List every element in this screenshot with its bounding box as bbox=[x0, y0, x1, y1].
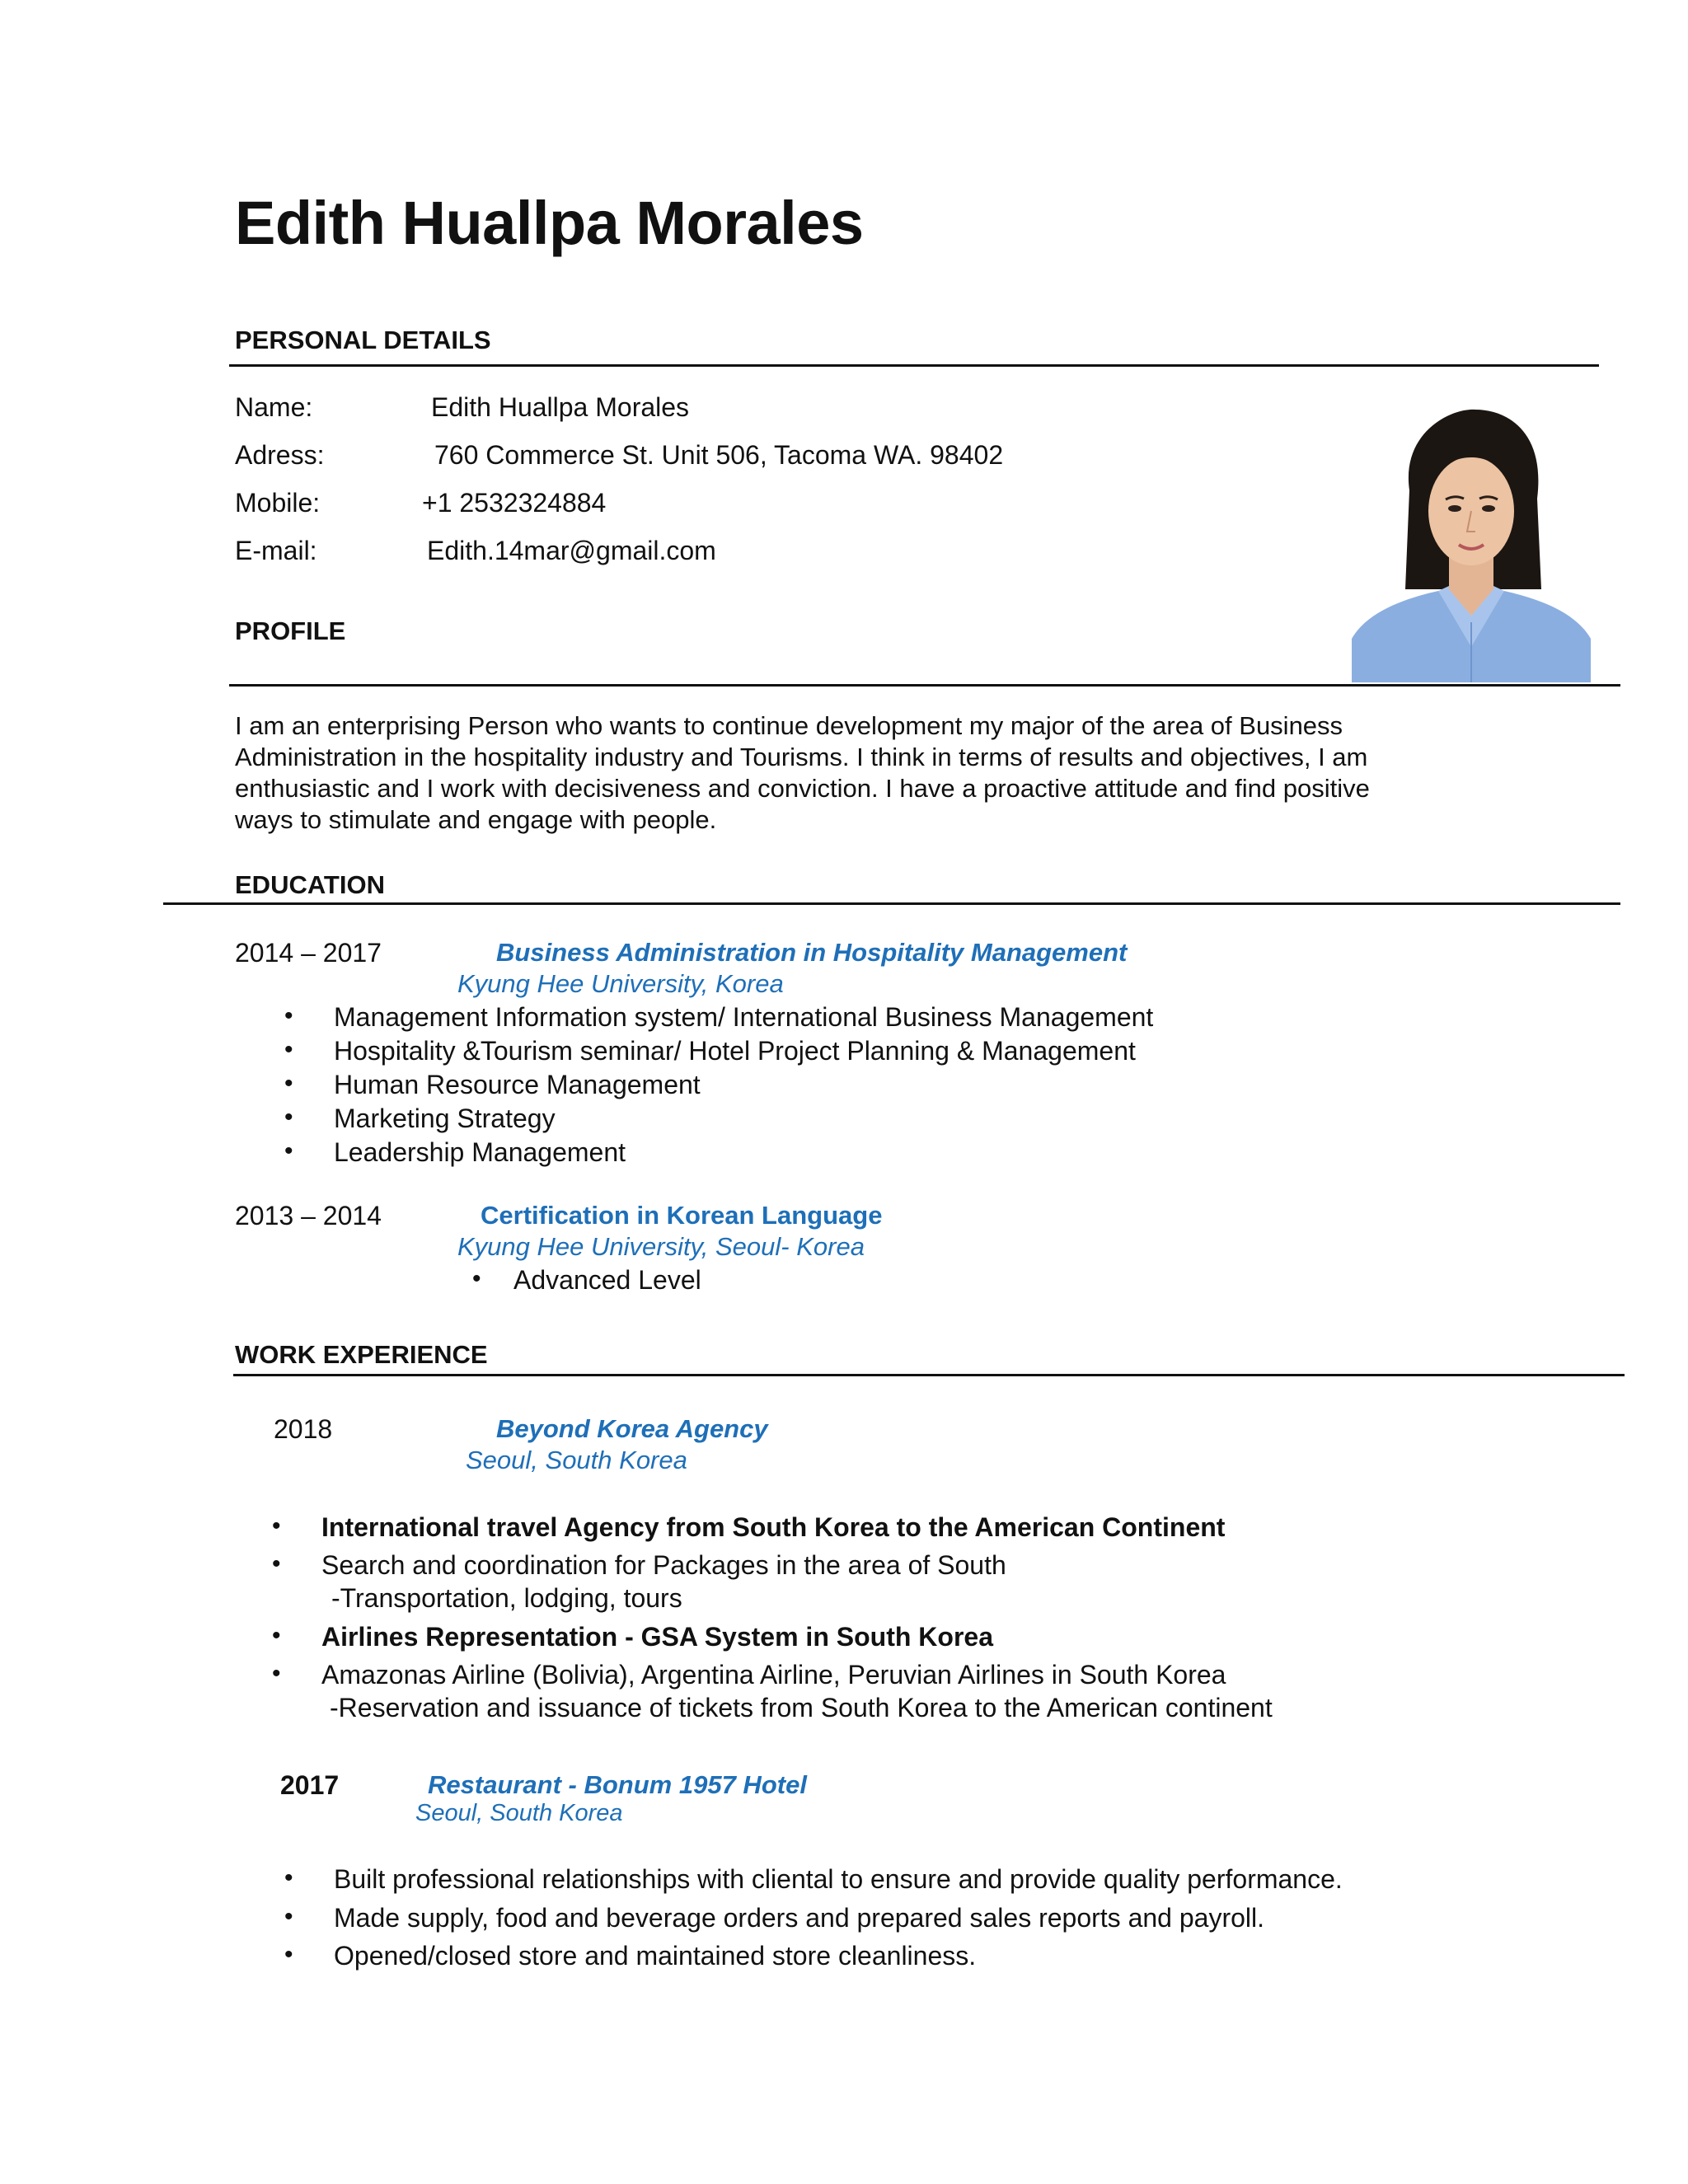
list-item: • Hospitality &Tourism seminar/ Hotel Project Planning & Management bbox=[284, 1036, 1136, 1066]
personal-value-address: 760 Commerce St. Unit 506, Tacoma WA. 98402 bbox=[434, 440, 1004, 470]
list-item: • Search and coordination for Packages in the area of South bbox=[272, 1550, 1006, 1580]
profile-photo bbox=[1352, 400, 1591, 682]
section-divider bbox=[229, 684, 1620, 687]
profile-line: enthusiastic and I work with decisiveness and conviction. I have a proactive attitude and find positive bbox=[235, 774, 1370, 803]
list-item: • Leadership Management bbox=[284, 1137, 626, 1167]
list-item: • Amazonas Airline (Bolivia), Argentina Airline, Peruvian Airlines in South Korea bbox=[272, 1660, 1226, 1690]
list-item: • International travel Agency from South Korea to the American Continent bbox=[272, 1512, 1226, 1542]
personal-value-name: Edith Huallpa Morales bbox=[431, 392, 690, 422]
work-duties-list bbox=[284, 1864, 1343, 1979]
education-course-list bbox=[284, 1002, 1153, 1171]
list-item: -Reservation and issuance of tickets from South Korea to the American continent bbox=[330, 1693, 1273, 1722]
section-title-profile: PROFILE bbox=[235, 616, 346, 645]
profile-line: Administration in the hospitality industry and Tourisms. I think in terms of results and objectives, I am bbox=[235, 743, 1368, 771]
work-company: Restaurant - Bonum 1957 Hotel bbox=[428, 1770, 807, 1799]
section-divider bbox=[163, 902, 1620, 905]
profile-line: ways to stimulate and engage with people. bbox=[235, 805, 717, 834]
list-item: • Marketing Strategy bbox=[284, 1104, 556, 1133]
list-item: -Transportation, lodging, tours bbox=[331, 1583, 682, 1613]
list-item: • Built professional relationships with cliental to ensure and provide quality performance. bbox=[284, 1864, 1343, 1894]
personal-label-email: E-mail: bbox=[235, 536, 317, 565]
education-course-list bbox=[472, 1265, 701, 1299]
list-item: • Opened/closed store and maintained store cleanliness. bbox=[284, 1941, 977, 1971]
work-company: Beyond Korea Agency bbox=[496, 1414, 768, 1443]
work-location: Seoul, South Korea bbox=[466, 1446, 687, 1474]
personal-label-address: Adress: bbox=[235, 440, 325, 470]
education-degree: Certification in Korean Language bbox=[481, 1201, 883, 1230]
education-school: Kyung Hee University, Korea bbox=[457, 969, 784, 998]
education-dates: 2014 – 2017 bbox=[235, 938, 382, 968]
list-item: • Made supply, food and beverage orders and prepared sales reports and payroll. bbox=[284, 1903, 1264, 1933]
education-school: Kyung Hee University, Seoul- Korea bbox=[457, 1232, 865, 1261]
personal-label-mobile: Mobile: bbox=[235, 488, 321, 518]
education-dates: 2013 – 2014 bbox=[235, 1201, 382, 1230]
section-divider bbox=[233, 1374, 1625, 1376]
section-title-personal-details: PERSONAL DETAILS bbox=[235, 326, 491, 354]
work-duties-list bbox=[272, 1512, 1273, 1726]
section-title-work-experience: WORK EXPERIENCE bbox=[235, 1340, 488, 1369]
personal-label-name: Name: bbox=[235, 392, 313, 422]
profile-paragraph bbox=[235, 710, 1455, 836]
work-year: 2018 bbox=[274, 1414, 333, 1444]
work-location: Seoul, South Korea bbox=[415, 1800, 623, 1826]
list-item: • Airlines Representation - GSA System in South Korea bbox=[272, 1622, 993, 1652]
list-item: • Management Information system/ International Business Management bbox=[284, 1002, 1154, 1032]
work-year: 2017 bbox=[280, 1770, 340, 1800]
section-divider bbox=[229, 364, 1599, 367]
personal-value-mobile: +1 2532324884 bbox=[422, 488, 607, 518]
education-degree: Business Administration in Hospitality Management bbox=[496, 938, 1128, 967]
profile-line: I am an enterprising Person who wants to continue development my major of the area of Business bbox=[235, 711, 1343, 740]
resume-name: Edith Huallpa Morales bbox=[235, 189, 864, 257]
section-title-education: EDUCATION bbox=[235, 870, 385, 899]
personal-value-email[interactable]: Edith.14mar@gmail.com bbox=[427, 536, 716, 565]
list-item: • Advanced Level bbox=[472, 1265, 701, 1295]
list-item: • Human Resource Management bbox=[284, 1070, 701, 1099]
